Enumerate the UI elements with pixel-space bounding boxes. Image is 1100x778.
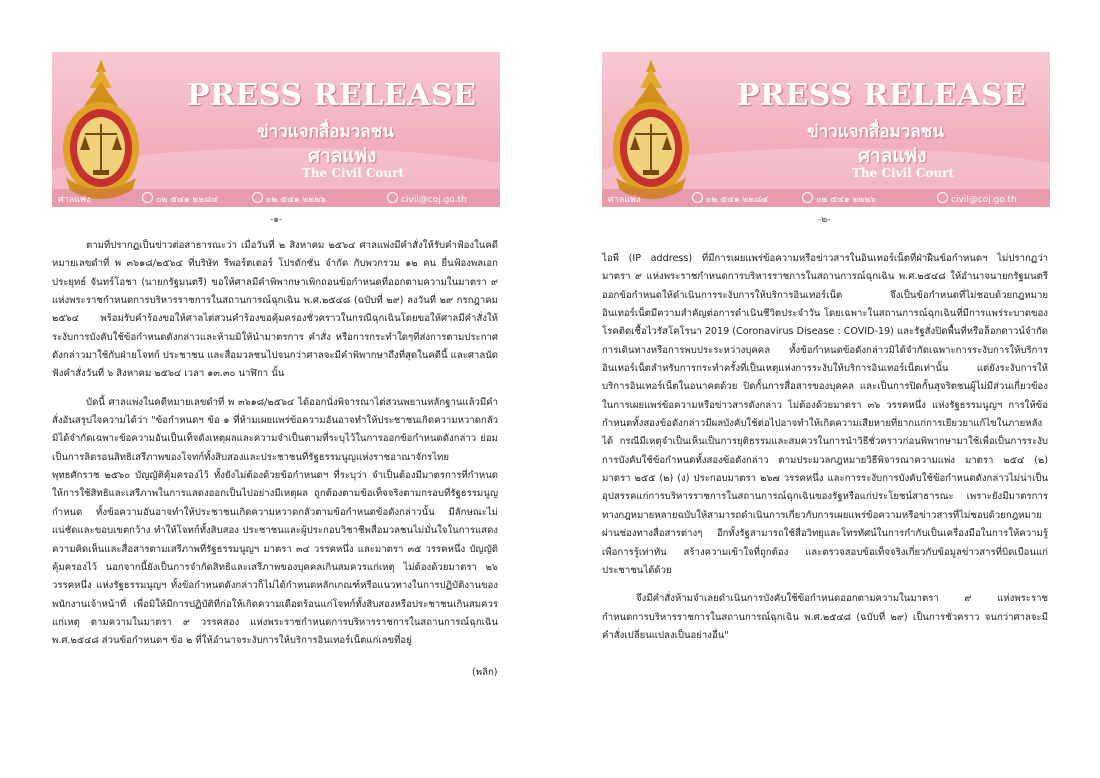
paragraph: จึงมีคำสั่งห้ามจำเลยดำเนินการบังคับใช้ข้อกำหนดออกตามความในมาตรา ๙ แห่งพระราชกำหนดการบริหารราชการในสถานการณ์ฉุกเฉิน พ.ศ.๒๕๔๘ (ฉบับที่ ๒๙) เป็นการชั่วคราว จนกว่าศาลจะมีคำสั่งเปลี่ยนแปลงเป็นอย่างอื่น": [602, 593, 1048, 641]
banner-court-thai: ศาลแพ่ง: [858, 145, 927, 167]
banner-subtitle-thai: ข่าวแจกสื่อมวลชน: [807, 122, 944, 142]
email-icon: [937, 192, 948, 203]
page-2-body: [602, 250, 1048, 655]
press-release-banner: [602, 52, 1050, 207]
phone-number-2: ๐๒ ๕๔๑ ๒๒๒๖: [266, 195, 326, 205]
paragraph: บัดนี้ ศาลแพ่งในคดีหมายเลขดำที่ พ ๓๖๑๘/๒๕๖๔ ได้ออกนั่งพิจารณาไต่สวนพยานหลักฐานแล้วมีคำสั่งอันสรุปใจความได้ว่า "ข้อกำหนดฯ ข้อ ๑ ที่ห้ามเผยแพร่ข้อความอันอาจทำให้ประชาชนเกิดความหวาดกลัว มิได้จำกัดเฉพาะข้อความอันเป็นเท็จดังเหตุผลและความจำเป็นตามที่ระบุไว้ในการออกข้อกำหนดดังกล่าว ย่อมเป็นการลิดรอนสิทธิเสรีภาพของโจทก์ทั้งสิบสองและประชาชนที่รัฐธรรมนูญแห่งราชอาณาจักรไทย พุทธศักราช ๒๕๖๐ บัญญัติคุ้มครองไว้ ทั้งยังไม่ต้องด้วยข้อกำหนดฯ ที่ระบุว่า จำเป็นต้องมีมาตรการที่กำหนดให้การใช้สิทธิและเสรีภาพในการแสดงออกเป็นไปอย่างมีเหตุผล ถูกต้องตามข้อเท็จจริงตามกรอบที่รัฐธรรมนูญกำหนด ทั้งข้อความอันอาจทำให้ประชาชนเกิดความหวาดกลัวตามข้อกำหนดข้อดังกล่าวนั้น มีลักษณะไม่แน่ชัดและขอบเขตกว้าง ทำให้โจทก์ทั้งสิบสอง ประชาชนและผู้ประกอบวิชาชีพสื่อมวลชนไม่มั่นใจในการแสดงความคิดเห็นและสื่อสารตามเสรีภาพที่รัฐธรรมนูญฯ มาตรา ๓๔ วรรคหนึ่ง และมาตรา ๓๕ วรรคหนึ่ง บัญญัติคุ้มครองไว้ นอกจากนี้ยังเป็นการจำกัดสิทธิและเสรีภาพของบุคคลเกินสมควรแก่เหตุ ไม่ต้องด้วยมาตรา ๒๖ วรรคหนึ่ง แห่งรัฐธรรมนูญฯ ทั้งข้อกำหนดดังกล่าวก็ไม่ได้กำหนดหลักเกณฑ์หรือแนวทางในการปฏิบัติงานของพนักงานเจ้าหน้าที่ เพื่อมิให้มีการปฏิบัติที่ก่อให้เกิดความเดือดร้อนแก่โจทก์ทั้งสิบสองหรือประชาชนเกินสมควรแก่เหตุ ตามความในมาตรา ๙ วรรคสอง แห่งพระราชกำหนดการบริหารราชการในสถานการณ์ฉุกเฉิน พ.ศ.๒๕๔๘ ส่วนข้อกำหนดฯ ข้อ ๒ ที่ให้อำนาจระงับการให้บริการอินเทอร์เน็ตแก่เลขที่อยู่: [52, 396, 498, 647]
banner-court-thai: ศาลแพ่ง: [308, 145, 377, 167]
turn-over-note: (พลิก): [472, 667, 498, 678]
court-emblem-icon: [608, 58, 694, 200]
page-number: -๑-: [270, 215, 283, 225]
banner-title: PRESS RELEASE: [187, 78, 477, 113]
phone-number-1: ๐๒ ๕๔๑ ๒๒๘๔: [706, 195, 769, 205]
page-2: [550, 0, 1100, 778]
paragraph: ตามที่ปรากฏเป็นข่าวต่อสาธารณะว่า เมื่อวันที่ ๒ สิงหาคม ๒๕๖๔ ศาลแพ่งมีคำสั่งให้รับคำฟ้องในคดีหมายเลขดำที่ พ ๓๖๑๘/๒๕๖๔ ที่บริษัท รีพอร์ตเตอร์ โปรดักชั่น จำกัด กับพวกรวม ๑๒ คน ยื่นฟ้องพลเอกประยุทธ์ จันทร์โอชา (นายกรัฐมนตรี) ขอให้ศาลมีคำพิพากษาเพิกถอนข้อกำหนดที่ออกตามความในมาตรา ๙ แห่งพระราชกำหนดการบริหารราชการในสถานการณ์ฉุกเฉิน พ.ศ.๒๕๔๘ (ฉบับที่ ๒๙) ลงวันที่ ๒๙ กรกฎาคม ๒๕๖๔ พร้อมรับคำร้องขอให้ศาลไต่สวนคำร้องขอคุ้มครองชั่วคราวในกรณีฉุกเฉินโดยขอให้ศาลมีคำสั่งให้ระงับการบังคับใช้ข้อกำหนดดังกล่าวและห้ามมิให้นำมาตรการ คำสั่ง หรือการกระทำใดๆที่ส่งการตามประกาศดังกล่าวมาใช้กับฝ่ายโจทก์ ประชาชน และสื่อมวลชนไปจนกว่าศาลจะมีคำพิพากษาถึงที่สุดในคดีนี้ และศาลนัดฟังคำสั่งวันที่ ๖ สิงหาคม ๒๕๖๔ เวลา ๑๓.๓๐ นาฬิกา นั้น: [52, 240, 498, 380]
banner-footer-label: ศาลแพ่ง: [58, 195, 91, 205]
phone-icon: [692, 192, 703, 203]
banner-subtitle-thai: ข่าวแจกสื่อมวลชน: [257, 122, 394, 142]
paragraph: ไอพี (IP address) ที่มีการเผยแพร่ข้อความหรือข่าวสารในอินเทอร์เน็ตที่ฝ่าฝืนข้อกำหนดฯ ไม่ปรากฏว่ามาตรา ๙ แห่งพระราชกำหนดการบริหารราชการในสถานการณ์ฉุกเฉิน พ.ศ.๒๕๔๘ ให้อำนาจนายกรัฐมนตรีออกข้อกำหนดให้ดำเนินการระงับการให้บริการอินเทอร์เน็ต จึงเป็นข้อกำหนดที่ไม่ชอบด้วยกฎหมาย อินเทอร์เน็ตมีความสำคัญต่อการดำเนินชีวิตประจำวัน โดยเฉพาะในสถานการณ์ฉุกเฉินที่มีการแพร่ระบาดของโรคติดเชื้อไวรัสโคโรนา 2019 (Coronavirus Disease : COVID-19) และรัฐสั่งปิดพื้นที่หรือล็อกดาวน์จำกัดการเดินทางหรือการพบประระหว่างบุคคล ทั้งข้อกำหนดข้อดังกล่าวมิได้จำกัดเฉพาะการระงับการให้บริการอินเทอร์เน็ตสำหรับการกระทำครั้งที่เป็นเหตุแห่งการระงับให้บริการอินเทอร์เน็ตเท่านั้น แต่ยังระงับการให้บริการอินเทอร์เน็ตในอนาคตด้วย ปิดกั้นการสื่อสารของบุคคล และเป็นการปิดกั้นสุจริตชนผู้ไม่มีส่วนเกี่ยวข้องในการเผยแพร่ข้อความหรือข่าวสารดังกล่าว ไม่ต้องด้วยมาตรา ๓๖ วรรคหนึ่ง แห่งรัฐธรรมนูญฯ การให้ข้อกำหนดทั้งสองข้อดังกล่าวมีผลบังคับใช้ต่อไปอาจทำให้เกิดความเสียหายที่ยากแก่การเยียวยาแก้ไขในภายหลังได้ กรณีมีเหตุจำเป็นเห็นเป็นการยุติธรรมและสมควรในการนำวิธีชั่วคราวก่อนพิพากษามาใช้เพื่อเป็นการระงับการบังคับใช้ข้อกำหนดทั้งสองข้อดังกล่าว ตามประมวลกฎหมายวิธีพิจารณาความแพ่ง มาตรา ๒๕๔ (๒) มาตรา ๒๕๕ (๒) (ง) ประกอบมาตรา ๒๖๗ วรรคหนึ่ง และการระงับการบังคับใช้ข้อกำหนดดังกล่าวไม่น่าเป็นอุปสรรคแก่การบริหารราชการในสถานการณ์ฉุกเฉินของรัฐหรือแก่ประโยชน์สาธารณะ เพราะยังมีมาตรการทางกฎหมายหลายฉบับให้สามารถดำเนินการเกี่ยวกับการเผยแพร่ข้อความหรือข่าวสารที่ไม่ชอบด้วยกฎหมายผ่านช่องทางสื่อสารต่างๆ อีกทั้งรัฐสามารถใช้สื่อวิทยุและโทรทัศน์ในการกำกับเป็นเครื่องมือในการให้ความรู้เพื่อการรู้เท่าทัน สร้างความเข้าใจที่ถูกต้อง และตรวจสอบข้อเท็จจริงเกี่ยวกับข้อมูลข่าวสารที่บิดเบือนแก่ประชาชนได้ด้วย: [602, 253, 1048, 576]
banner-footer-label: ศาลแพ่ง: [608, 195, 641, 205]
banner-title: PRESS RELEASE: [737, 78, 1027, 113]
email-address: civil@coj.go.th: [401, 195, 467, 205]
banner-court-english: The Civil Court: [852, 166, 954, 180]
phone-number-2: ๐๒ ๕๔๑ ๒๒๒๖: [816, 195, 876, 205]
email-icon: [387, 192, 398, 203]
email-address: civil@coj.go.th: [951, 195, 1017, 205]
press-release-banner: [52, 52, 500, 207]
court-emblem-icon: [58, 58, 144, 200]
phone-icon: [142, 192, 153, 203]
banner-court-english: The Civil Court: [302, 166, 404, 180]
page-1-body: [52, 237, 498, 661]
fax-icon: [252, 192, 263, 203]
banner-contact-bar: [602, 189, 1050, 207]
page-number: -๒-: [818, 215, 831, 225]
banner-contact-bar: [52, 189, 500, 207]
phone-number-1: ๐๒ ๕๔๑ ๒๒๘๔: [156, 195, 219, 205]
fax-icon: [802, 192, 813, 203]
